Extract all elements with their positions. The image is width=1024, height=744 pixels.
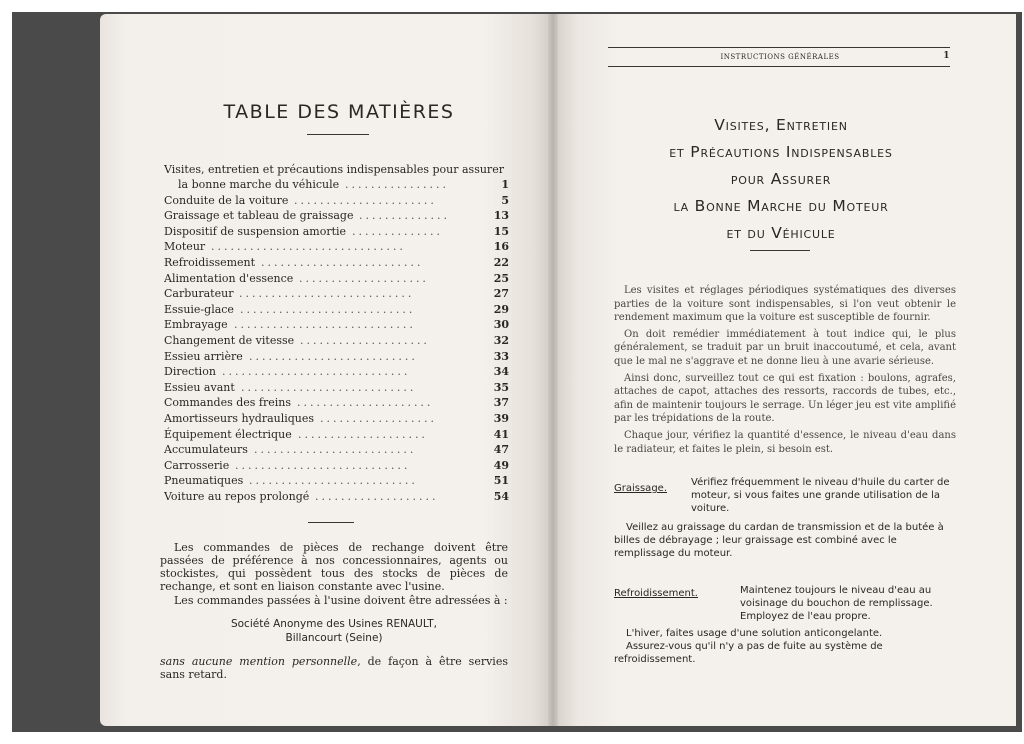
- toc-entry-page: 15: [493, 224, 509, 238]
- section-paragraph-text: Assurez-vous qu'il n'y a pas de fuite au système de refroidissement.: [614, 641, 883, 665]
- toc-entry[interactable]: [164, 427, 509, 442]
- toc-leader-dots: ...........................: [235, 458, 411, 472]
- running-head: [610, 51, 950, 65]
- toc-entry-page: 34: [493, 365, 509, 379]
- toc-entry-page: 5: [501, 193, 509, 207]
- toc-entry-page: 32: [493, 334, 509, 347]
- header-rule-bottom: [608, 66, 950, 67]
- scan-margin: [0, 0, 12, 744]
- toc-entry-label: Essuie-glace: [164, 302, 234, 316]
- toc-entry[interactable]: [164, 395, 509, 410]
- toc-leader-dots: ..............................: [211, 240, 406, 254]
- toc-entry[interactable]: [164, 271, 509, 286]
- toc-entry-label: Graissage et tableau de graissage: [164, 209, 354, 223]
- toc-entry-page: 51: [493, 474, 509, 488]
- chapter-title-rule: [750, 250, 810, 251]
- toc-entry-page: 29: [493, 302, 509, 316]
- toc-leader-dots: ..................: [320, 412, 437, 425]
- title-rule: [307, 134, 369, 135]
- toc-entry[interactable]: [164, 208, 509, 223]
- section-first-paragraph: Vérifiez fréquemment le niveau d'huile du carter de moteur, si vous faites une grande utilisation de la voiture.: [691, 477, 950, 514]
- title-line: et du Véhicule: [726, 224, 836, 242]
- section-rule: [308, 522, 354, 523]
- toc-entry[interactable]: [164, 302, 509, 317]
- toc-leader-dots: ......................: [294, 193, 437, 207]
- title-line: pour Assurer: [730, 170, 832, 188]
- section-paragraph-text: L'hiver, faites usage d'une solution anticongelante.: [626, 628, 883, 639]
- toc-entry-label: Carburateur: [164, 287, 234, 301]
- section-paragraph: [614, 627, 959, 666]
- toc-entry[interactable]: [164, 380, 509, 395]
- toc-entry-page: 35: [493, 380, 509, 394]
- toc-leader-dots: ...................: [315, 490, 439, 503]
- section-paragraph: [614, 521, 959, 560]
- chapter-title: [596, 112, 966, 247]
- toc-entry-label: Accumulateurs: [164, 443, 248, 457]
- header-rule-top: [608, 47, 950, 48]
- toc-entry-label: Pneumatiques: [164, 474, 244, 488]
- toc-entry-label: Essieu arrière: [164, 349, 243, 363]
- toc-entry[interactable]: [164, 411, 509, 426]
- toc-entry-label: Refroidissement: [164, 256, 256, 269]
- toc-entry-label: Embrayage: [164, 318, 228, 332]
- toc-leader-dots: ...........................: [240, 302, 416, 316]
- toc-entry-label: Équipement électrique: [164, 427, 292, 441]
- toc-entry-label: Essieu avant: [164, 380, 235, 394]
- closing-rest: , de façon à être servies sans retard.: [160, 655, 508, 681]
- toc-entry[interactable]: [164, 255, 509, 270]
- body-paragraph: Chaque jour, vérifiez la quantité d'essence, le niveau d'eau dans le radiateur, et faites le plein, si besoin est.: [614, 429, 956, 455]
- section-refroidissement: [614, 584, 959, 684]
- company-name: Société Anonyme des Usines RENAULT,: [230, 618, 438, 630]
- toc-title: TABLE DES MATIÈRES: [223, 101, 455, 123]
- toc-leader-dots: ....................: [299, 271, 429, 285]
- body-paragraph: On doit remédier immédiatement à tout indice qui, le plus généralement, se traduit par un bruit inaccoutumé, et cela, avant que le mal ne s'aggrave et ne donne lieu à une avarie sérieuse.: [614, 328, 956, 367]
- toc-entry[interactable]: [164, 364, 509, 379]
- toc-entry-page: 22: [493, 256, 509, 269]
- toc-entry-page: 13: [493, 209, 509, 223]
- toc-entry-label: Dispositif de suspension amortie: [164, 224, 347, 238]
- section-paragraph-text: Veillez au graissage du cardan de transmission et de la butée à billes de débrayage ; leur graissage est combiné avec le remplissage du moteur.: [614, 522, 944, 559]
- toc-entry[interactable]: [164, 177, 509, 192]
- toc-leader-dots: .....................: [297, 396, 434, 410]
- page-number: 1: [943, 51, 950, 61]
- toc-entry-page: 33: [493, 349, 509, 363]
- company-location: Billancourt (Seine): [285, 632, 383, 644]
- toc-entry-label: Changement de vitesse: [164, 334, 295, 347]
- title-line: Visites, Entretien: [714, 116, 848, 134]
- section-graissage: [614, 476, 959, 566]
- toc-entry-label: Amortisseurs hydrauliques: [164, 412, 315, 425]
- toc-entry-label: Moteur: [164, 240, 206, 254]
- toc-entry-page: 25: [493, 271, 509, 285]
- toc-entry-page: 49: [493, 458, 509, 472]
- toc-entry[interactable]: [164, 239, 509, 254]
- title-line: la Bonne Marche du Moteur: [673, 197, 889, 215]
- intro-text: [614, 284, 956, 459]
- toc-entry[interactable]: [164, 286, 509, 301]
- toc-entry-label: Alimentation d'essence: [164, 271, 294, 285]
- toc-leader-dots: .........................: [261, 256, 424, 269]
- toc-leader-dots: ...........................: [239, 287, 415, 301]
- toc-entry[interactable]: [164, 317, 509, 332]
- notice-paragraph: Les commandes passées à l'usine doivent être adressées à :: [174, 594, 508, 607]
- toc-entry-page: 16: [493, 240, 509, 254]
- toc-entry-page: 27: [493, 287, 509, 301]
- toc-entry-label: Carrosserie: [164, 458, 230, 472]
- closing-italic: sans aucune mention personnelle: [160, 655, 358, 668]
- toc-entry-label: Conduite de la voiture: [164, 193, 289, 207]
- body-paragraph: Ainsi donc, surveillez tout ce qui est fixation : boulons, agrafes, attaches de capot, attaches des ressorts, raccords de tubes, etc., afin de maintenir toujours le serrage. Un léger jeu est vite amplifié par les trépidations de la route.: [614, 372, 956, 425]
- title-line: et Précautions Indispensables: [669, 143, 893, 161]
- toc-leader-dots: ....................: [300, 334, 430, 347]
- toc-entry[interactable]: [164, 473, 509, 488]
- toc-entry-label: Commandes des freins: [164, 396, 292, 410]
- toc-entry[interactable]: [164, 333, 509, 348]
- toc-entry-page: 30: [493, 318, 509, 332]
- toc-entry-label: Direction: [164, 365, 216, 379]
- toc-entry[interactable]: [164, 489, 509, 504]
- toc-entry[interactable]: [164, 224, 509, 239]
- toc-entry-page: 1: [501, 178, 509, 191]
- toc-leader-dots: ..........................: [249, 349, 418, 363]
- toc-entry-page: 41: [493, 427, 509, 441]
- toc-entry-page: 47: [493, 443, 509, 457]
- toc-leader-dots: ....................: [298, 427, 428, 441]
- toc-leader-dots: ............................: [234, 318, 416, 332]
- toc-entry[interactable]: [164, 349, 509, 364]
- toc-entry[interactable]: [164, 458, 509, 473]
- ordering-notice: [160, 541, 508, 607]
- company-address: [160, 617, 508, 645]
- closing-text: [160, 655, 508, 681]
- toc-leader-dots: ...........................: [241, 380, 417, 394]
- toc-entry-label: la bonne marche du véhicule: [178, 178, 340, 191]
- toc-leader-dots: ..........................: [249, 474, 418, 488]
- toc-entry[interactable]: [164, 442, 509, 457]
- toc-leader-dots: ..............: [359, 209, 450, 223]
- book-gutter: [548, 14, 558, 726]
- running-head-title: INSTRUCTIONS GÉNÉRALES: [720, 53, 840, 61]
- toc-leader-dots: ..............: [352, 224, 443, 238]
- body-paragraph: Les visites et réglages périodiques systématiques des diverses parties de la voiture sont indispensables, si l'on veut obtenir le rendement maximum que la voiture est susceptible de fournir.: [614, 285, 956, 324]
- section-heading: Refroidissement.: [614, 588, 698, 599]
- section-heading: Graissage.: [614, 483, 667, 494]
- toc-entry-page: 39: [493, 412, 509, 425]
- toc-leader-dots: ................: [345, 178, 449, 191]
- toc-entry-page: 37: [493, 396, 509, 410]
- toc-entry-first-line: Visites, entretien et précautions indispensables pour assurer: [164, 163, 504, 176]
- toc-leader-dots: .........................: [254, 443, 417, 457]
- toc-entry-page: 54: [493, 490, 509, 503]
- toc-entry-label: Voiture au repos prolongé: [164, 490, 310, 503]
- toc-entry[interactable]: [164, 193, 509, 208]
- toc-leader-dots: .............................: [222, 365, 411, 379]
- section-first-paragraph: Maintenez toujours le niveau d'eau au voisinage du bouchon de remplissage. Employez de l'eau propre.: [740, 585, 933, 622]
- notice-paragraph: Les commandes de pièces de rechange doivent être passées de préférence à nos concessionnaires, agents ou stockistes, qui possèdent tous des stocks de pièces de rechange, et sont en liaison constante avec l'usine.: [160, 541, 508, 593]
